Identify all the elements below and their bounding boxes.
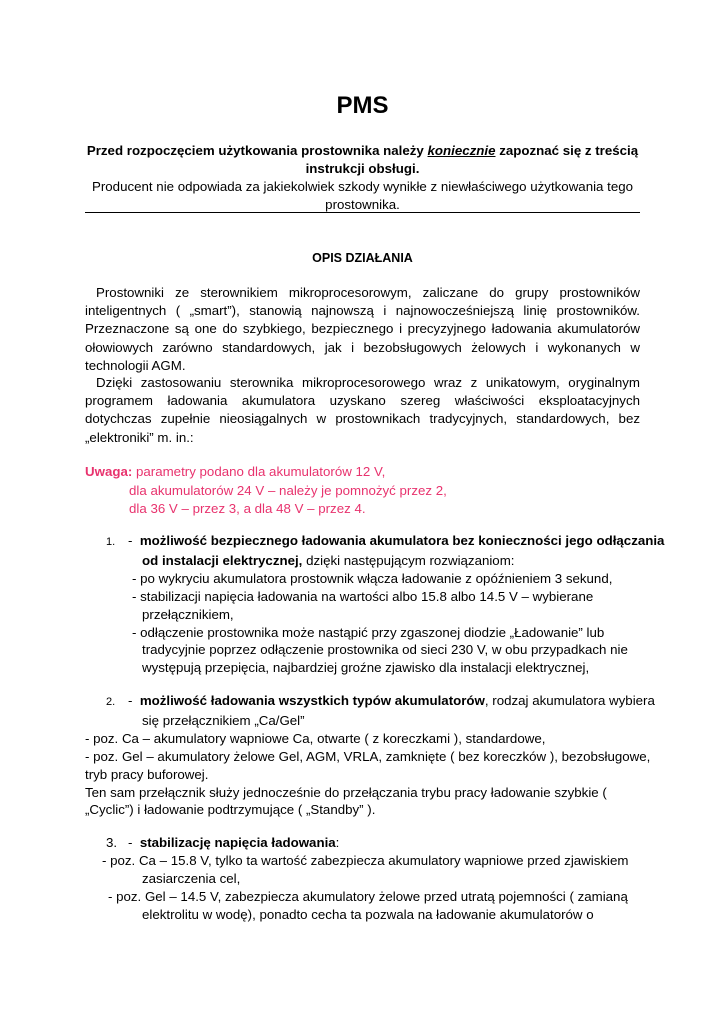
document-title: PMS (336, 92, 389, 119)
list-item-1-line: przełącznikiem, (142, 606, 234, 622)
paragraph-1-line: technologii AGM. (85, 357, 186, 373)
list-item-3-line: zasiarczenia cel, (142, 870, 241, 886)
paragraph-2-line: programem ładowania akumulatora uzyskano szereg właściwości eksploatacyjnych (85, 393, 640, 409)
list-item-1-title-rest: dzięki następującym rozwiązaniom: (302, 552, 515, 568)
list-item-1-line: - odłączenie prostownika może nastąpić przy zgaszonej diodzie „Ładowanie” lub (132, 624, 605, 640)
paragraph-2-line: dotychczas zupełnie nieosiągalnych w prostownikach tradycyjnych, standardowych, bez (85, 411, 640, 427)
list-item-2-line: tryb pracy buforowej. (85, 766, 209, 782)
paragraph-1-line: Przeznaczone są one do szybkiego, bezpiecznego i precyzyjnego ładowania akumulatorów (85, 321, 640, 337)
list-item-2-heading-cont: się przełącznikiem „Ca/Gel” (142, 712, 305, 728)
warning-line-2: dla akumulatorów 24 V – należy je pomnożyć przez 2, (129, 482, 447, 498)
list-item-1-line: - stabilizacji napięcia ładowania na wartości albo 15.8 albo 14.5 V – wybierane (132, 588, 594, 604)
intro-line-4: prostownika. (325, 197, 400, 212)
paragraph-1-line: ołowiowych zarówno standardowych, jak i bezobsługowych żelowych i wykonanych w (85, 339, 640, 355)
paragraph-2-line: Dzięki zastosowaniu sterownika mikroprocesorowego wraz z unikatowym, oryginalnym (96, 375, 640, 390)
intro-line-3: Producent nie odpowiada za jakiekolwiek szkody wynikłe z niewłaściwego użytkowania tego (91, 179, 634, 194)
paragraph-2 (85, 374, 640, 447)
intro-line-1 (85, 142, 640, 160)
list-item-2-line: - poz. Ca – akumulatory wapniowe Ca, otwarte ( z koreczkami ), standardowe, (85, 730, 546, 746)
list-item-1-title: możliwość bezpiecznego ładowania akumulatora bez konieczności jego odłączania (139, 533, 665, 548)
intro-line-2: instrukcji obsługi. (305, 161, 420, 176)
list-item-1-heading (85, 532, 665, 552)
intro-line-1-text: Przed rozpoczęciem użytkowania prostownika należy (86, 143, 428, 158)
intro-notice (85, 142, 640, 214)
list-item-2-title: możliwość ładowania wszystkich typów akumulatorów (139, 693, 485, 708)
list-item-2-line: Ten sam przełącznik służy jednocześnie do przełączania trybu pracy ładowanie szybkie ( (85, 784, 607, 800)
list-item-number: 2. (106, 696, 116, 708)
paragraph-1-line: Prostowniki ze sterownikiem mikroprocesorowym, zaliczane do grupy prostowników (96, 285, 640, 300)
list-item-2 (85, 692, 655, 819)
list-item-2-heading (85, 692, 655, 712)
header-divider (85, 212, 640, 213)
list-item-number: 3. (106, 835, 118, 850)
warning-line-3: dla 36 V – przez 3, a dla 48 V – przez 4. (129, 501, 366, 516)
warning-text: parametry podano dla akumulatorów 12 V, (132, 464, 386, 479)
list-item-1-line: - po wykryciu akumulatora prostownik włącza ładowanie z opóźnieniem 3 sekund, (132, 570, 613, 586)
list-dash: - (128, 835, 133, 850)
warning-label: Uwaga: (85, 464, 133, 479)
list-item-1-line: występują przepięcia, najbardziej groźne zjawisko dla instalacji elektrycznej, (142, 660, 590, 676)
list-item-1 (85, 532, 665, 677)
list-item-3-line: elektrolitu w wodę), ponadto cecha ta pozwala na ładowanie akumulatorów o (142, 906, 594, 922)
list-item-1-title-end: od instalacji elektrycznej, (142, 552, 303, 568)
warning-note (85, 463, 640, 519)
list-item-2-line: - poz. Gel – akumulatory żelowe Gel, AGM, VRLA, zamknięte ( bez koreczków ), bezobsługowe, (85, 748, 651, 764)
list-dash: - (128, 693, 133, 708)
intro-emphasis: koniecznie (427, 143, 496, 158)
section-title: OPIS DZIAŁANIA (312, 251, 413, 265)
list-item-2-line: „Cyclic”) i ładowanie podtrzymujące ( „Standby” ). (85, 802, 376, 818)
list-item-3-title-rest: : (335, 835, 340, 850)
warning-line-1 (85, 464, 385, 479)
list-item-3-line: - poz. Ca – 15.8 V, tylko ta wartość zabezpiecza akumulatory wapniowe przed zjawiskiem (102, 852, 629, 868)
list-item-1-line: tradycyjnie poprzez odłączenie prostownika od sieci 230 V, w obu przypadkach nie (142, 642, 628, 658)
list-item-3-title: stabilizację napięcia ładowania (139, 835, 336, 850)
paragraph-2-line: „elektroniki” m. in.: (85, 429, 194, 445)
list-dash: - (128, 533, 133, 548)
intro-line-1-end: zapoznać się z treścią (495, 143, 639, 158)
list-item-number: 1. (106, 536, 116, 548)
list-item-2-title-rest: , rodzaj akumulatora wybiera (484, 693, 655, 708)
list-item-1-heading-cont (85, 552, 645, 570)
list-item-3-heading (85, 834, 645, 852)
list-item-3 (85, 834, 645, 924)
paragraph-1-line: inteligentnych ( „smart”), stanowią najnowszą i najnowocześniejszą linię prostowników. (85, 303, 640, 319)
list-item-3-line: - poz. Gel – 14.5 V, zabezpiecza akumulatory żelowe przed utratą pojemności ( zamianą (108, 888, 628, 904)
paragraph-1 (85, 284, 640, 375)
